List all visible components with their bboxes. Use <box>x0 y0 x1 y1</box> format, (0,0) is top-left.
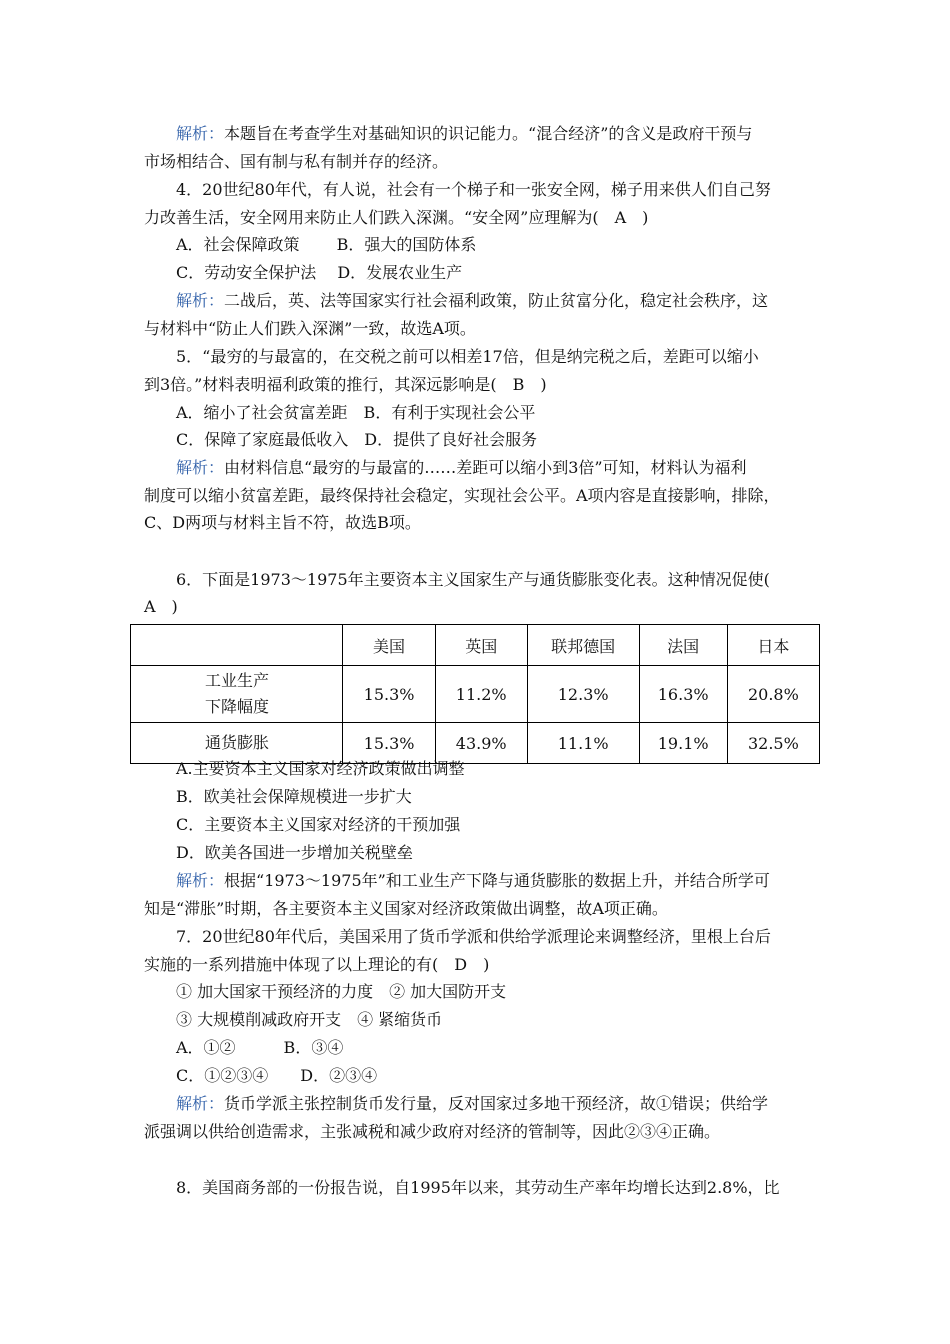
q5-options-ab: A．缩小了社会贫富差距 B．有利于实现社会公平 <box>176 403 536 422</box>
q8-stem-line-1: 8．美国商务部的一份报告说，自1995年以来，其劳动生产率年均增长达到2.8%，比 <box>176 1178 780 1197</box>
q6-stem-line-1: 6．下面是1973～1975年主要资本主义国家生产与通货膨胀变化表。这种情况促使( <box>176 570 770 589</box>
q4-stem-line-2: 力改善生活，安全网用来防止人们跌入深渊。“安全网”应理解为( A ) <box>144 208 649 227</box>
q5-analysis-line-3: C、D两项与材料主旨不符，故选B项。 <box>144 513 421 532</box>
analysis-label: 解析： <box>176 291 225 310</box>
q6-option-a: A.主要资本主义国家对经济政策做出调整 <box>176 759 465 778</box>
table-cell: 20.8% <box>727 666 819 723</box>
q3-analysis-line-2: 市场相结合、国有制与私有制并存的经济。 <box>144 152 449 171</box>
table-header-cell <box>131 625 343 666</box>
table-header-row <box>131 625 820 666</box>
row-label: 工业生产 下降幅度 <box>131 666 343 723</box>
q4-analysis-line-1: 解析：二战后，英、法等国家实行社会福利政策，防止贫富分化，稳定社会秩序，这 <box>176 291 769 310</box>
table-cell: 15.3% <box>343 666 435 723</box>
q4-analysis-line-2: 与材料中“防止人们跌入深渊”一致，故选A项。 <box>144 319 476 338</box>
table-cell: 12.3% <box>527 666 639 723</box>
q6-analysis-line-1: 解析：根据“1973～1975年”和工业生产下降与通货膨胀的数据上升，并结合所学可 <box>176 871 770 890</box>
table-header-cell: 英国 <box>435 625 527 666</box>
q7-options-cd: C．①②③④ D．②③④ <box>176 1066 378 1085</box>
table-cell: 11.1% <box>527 723 639 764</box>
table-cell: 19.1% <box>639 723 727 764</box>
table-cell: 16.3% <box>639 666 727 723</box>
analysis-label: 解析： <box>176 124 225 143</box>
q6-analysis-line-2: 知是“滞胀”时期，各主要资本主义国家对经济政策做出调整，故A项正确。 <box>144 899 668 918</box>
q7-stem-line-1: 7．20世纪80年代后，美国采用了货币学派和供给学派理论来调整经济，里根上台后 <box>176 927 771 946</box>
row-label: 通货膨胀 <box>131 723 343 764</box>
analysis-label: 解析： <box>176 871 225 890</box>
analysis-label: 解析： <box>176 1094 225 1113</box>
q5-analysis-line-1: 解析：由材料信息“最穷的与最富的……差距可以缩小到3倍”可知，材料认为福利 <box>176 458 747 477</box>
q5-stem-line-2: 到3倍。”材料表明福利政策的推行，其深远影响是( B ) <box>144 375 547 394</box>
table-header-cell: 联邦德国 <box>527 625 639 666</box>
q4-options-ab: A．社会保障政策 B．强大的国防体系 <box>176 235 477 254</box>
q6-option-b: B．欧美社会保障规模进一步扩大 <box>176 787 412 806</box>
analysis-label: 解析： <box>176 458 225 477</box>
q3-analysis-line-1: 解析：本题旨在考查学生对基础知识的识记能力。“混合经济”的含义是政府干预与 <box>176 124 753 143</box>
table-cell: 32.5% <box>727 723 819 764</box>
q7-analysis-line-1: 解析：货币学派主张控制货币发行量，反对国家过多地干预经济，故①错误；供给学 <box>176 1094 769 1113</box>
q6-stem-line-2: A ) <box>144 597 178 616</box>
q5-options-cd: C．保障了家庭最低收入 D．提供了良好社会服务 <box>176 430 538 449</box>
table-header-cell: 法国 <box>639 625 727 666</box>
q4-options-cd: C．劳动安全保护法 D．发展农业生产 <box>176 263 463 282</box>
table-row <box>131 666 820 723</box>
table-header-cell: 日本 <box>727 625 819 666</box>
table-cell: 43.9% <box>435 723 527 764</box>
q5-analysis-line-2: 制度可以缩小贫富差距，最终保持社会稳定，实现社会公平。A项内容是直接影响，排除， <box>144 486 780 505</box>
q7-stem-line-2: 实施的一系列措施中体现了以上理论的有( D ) <box>144 955 490 974</box>
table-header-cell: 美国 <box>343 625 435 666</box>
q6-option-c: C．主要资本主义国家对经济的干预加强 <box>176 815 461 834</box>
q4-stem-line-1: 4．20世纪80年代，有人说，社会有一个梯子和一张安全网，梯子用来供人们自己努 <box>176 180 771 199</box>
q5-stem-line-1: 5．“最穷的与最富的，在交税之前可以相差17倍，但是纳完税之后，差距可以缩小 <box>176 347 759 366</box>
table-cell: 11.2% <box>435 666 527 723</box>
table-cell: 15.3% <box>343 723 435 764</box>
q7-items-34: ③ 大规模削减政府开支 ④ 紧缩货币 <box>176 1010 443 1029</box>
data-table <box>130 624 820 764</box>
table-row <box>131 723 820 764</box>
q7-options-ab: A．①② B．③④ <box>176 1038 344 1057</box>
q7-analysis-line-2: 派强调以供给创造需求，主张减税和减少政府对经济的管制等，因此②③④正确。 <box>144 1122 721 1141</box>
q7-items-12: ① 加大国家干预经济的力度 ② 加大国防开支 <box>176 982 507 1001</box>
q6-option-d: D．欧美各国进一步增加关税壁垒 <box>176 843 413 862</box>
